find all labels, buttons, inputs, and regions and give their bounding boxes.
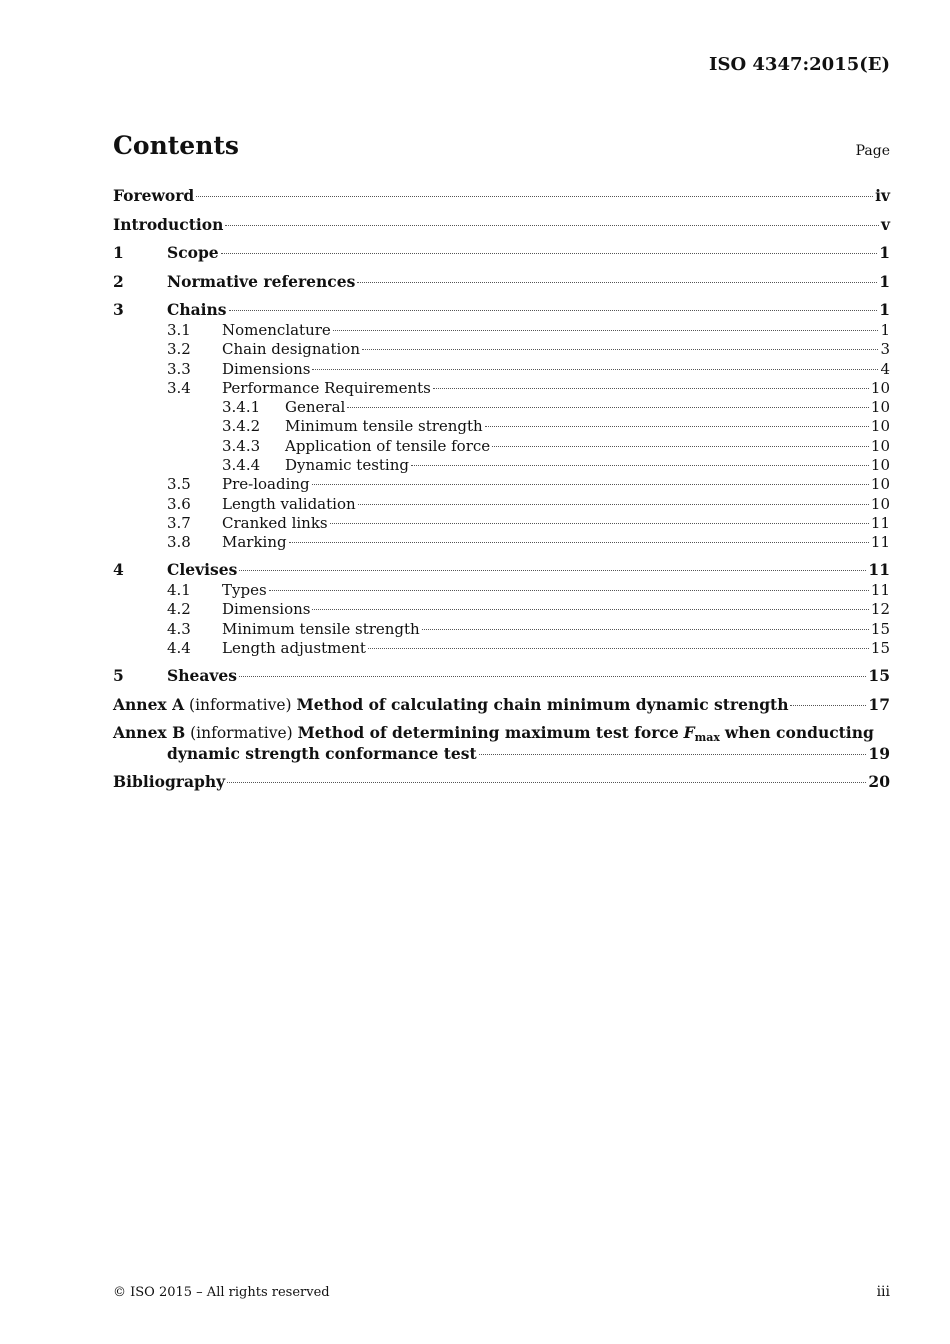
toc-entry-page: 11: [870, 513, 890, 532]
toc-entry[interactable]: [113, 398, 890, 417]
toc-entry-title: Foreword: [113, 186, 195, 205]
dot-leader: [229, 310, 878, 311]
toc-entry-number: 3.4: [167, 378, 191, 397]
toc-entry[interactable]: [113, 495, 890, 514]
toc-entry-title: Sheaves: [167, 665, 237, 685]
annex-a-type: (informative): [189, 695, 292, 714]
footer-page-number: iii: [876, 1284, 890, 1300]
toc-entry-page: 15: [870, 638, 890, 657]
toc-entry[interactable]: [113, 600, 890, 619]
toc-entry-number: 3.2: [167, 340, 191, 359]
toc-entry-number: 3.4.3: [222, 436, 261, 455]
toc-entry-page: 10: [870, 456, 890, 475]
toc-entry-title: Types: [222, 581, 267, 600]
toc-entry-page: 15: [870, 619, 890, 638]
toc-entry-page: 10: [870, 398, 890, 417]
toc-entry[interactable]: [113, 639, 890, 658]
toc-entry-page: 1: [879, 271, 890, 291]
toc-entry-page: 1: [879, 243, 890, 262]
toc-entry-number: 4.4: [167, 638, 191, 657]
toc-entry-page: iv: [875, 186, 890, 205]
toc-entry-title: Pre-loading: [222, 475, 310, 494]
toc-entry-title: Dynamic testing: [285, 456, 409, 475]
toc-entry-page: v: [880, 214, 890, 234]
annex-a-title: Method of calculating chain minimum dynamic strength: [296, 694, 789, 714]
toc-entry-number: 3.1: [167, 321, 191, 339]
toc-entry[interactable]: [113, 665, 890, 687]
dot-leader: [347, 407, 869, 408]
toc-entry-title: Dimensions: [222, 600, 311, 619]
toc-entry-title: Application of tensile force: [285, 436, 491, 455]
toc-entry-number: 3.5: [167, 475, 191, 494]
toc-entry-page: 10: [870, 436, 890, 455]
toc-entry-page: 10: [870, 417, 890, 436]
page-column-label: Page: [855, 143, 890, 159]
dot-leader: [411, 465, 869, 466]
dot-leader: [485, 426, 869, 427]
dot-leader: [269, 590, 869, 591]
toc-entry-title: Marking: [222, 533, 287, 552]
dot-leader: [368, 648, 869, 649]
toc-entry-title: Normative references: [167, 271, 356, 291]
toc-entry-title: Clevises: [167, 560, 238, 580]
toc-entry-title: Nomenclature: [222, 321, 331, 339]
toc-entry[interactable]: [113, 456, 890, 475]
toc-entry[interactable]: [113, 417, 890, 436]
toc-entry-title: Dimensions: [222, 359, 311, 378]
toc-entry-number: 2: [113, 271, 124, 291]
toc-annex-b[interactable]: [113, 722, 890, 764]
annex-b-type: (informative): [190, 723, 293, 742]
toc-entry[interactable]: [113, 533, 890, 552]
toc-entry[interactable]: [113, 581, 890, 600]
toc-entries: [113, 185, 890, 687]
toc-bibliography[interactable]: [113, 771, 890, 793]
dot-leader: [422, 629, 869, 630]
bibliography-page: 20: [868, 771, 890, 791]
toc-entry-page: 10: [870, 378, 890, 397]
doc-code: ISO 4347:2015(E): [709, 54, 890, 75]
toc-entry-page: 1: [880, 321, 890, 339]
toc-entry[interactable]: [113, 242, 890, 264]
annex-b-title-line2: dynamic strength conformance test: [167, 743, 477, 763]
toc-entry-number: 1: [113, 243, 124, 262]
toc-entry-number: 4.3: [167, 619, 191, 638]
toc-entry-number: 4: [113, 560, 124, 580]
annex-b-page: 19: [868, 743, 890, 763]
toc-entry[interactable]: [113, 360, 890, 379]
dot-leader: [479, 754, 867, 755]
toc-entry[interactable]: [113, 185, 890, 207]
toc-entry-title: Performance Requirements: [222, 378, 431, 397]
toc-entry-title: Length adjustment: [222, 638, 366, 657]
toc-entry-page: 15: [868, 665, 890, 685]
dot-leader: [433, 388, 869, 389]
dot-leader: [790, 705, 866, 706]
toc-entry-page: 1: [879, 300, 890, 319]
toc-entry-page: 11: [868, 560, 890, 580]
toc-entry-page: 11: [870, 533, 890, 552]
toc-entry[interactable]: [113, 620, 890, 639]
dot-leader: [312, 484, 869, 485]
toc-entry-page: 3: [880, 340, 890, 359]
annex-b-title-part2: when conducting: [724, 722, 874, 742]
toc-entry-number: 3.4.1: [222, 398, 261, 417]
toc-entry-title: Minimum tensile strength: [285, 417, 483, 436]
toc-entry[interactable]: [113, 214, 890, 236]
dot-leader: [239, 676, 866, 677]
dot-leader: [225, 225, 879, 226]
annex-b-symbol: F: [683, 722, 695, 742]
toc-entry-title: Chain designation: [222, 340, 361, 359]
dot-leader: [196, 196, 873, 197]
annex-b-symbol-sub: max: [694, 730, 720, 744]
toc-entry[interactable]: [113, 340, 890, 359]
toc-entry[interactable]: [113, 559, 890, 581]
dot-leader: [312, 609, 868, 610]
toc-entry-title: Cranked links: [222, 513, 328, 532]
table-of-contents: [113, 185, 890, 793]
toc-entry-title: Minimum tensile strength: [222, 619, 420, 638]
toc-entry-number: 3.6: [167, 494, 191, 513]
dot-leader: [221, 253, 878, 254]
toc-entry-number: 3.7: [167, 513, 191, 532]
toc-entry-number: 3.3: [167, 359, 191, 378]
toc-entry-page: 11: [870, 581, 890, 600]
toc-entry-title: Scope: [167, 243, 219, 262]
footer-copyright: © ISO 2015 – All rights reserved: [113, 1285, 330, 1300]
toc-entry-number: 4.1: [167, 581, 191, 600]
dot-leader: [333, 330, 879, 331]
dot-leader: [358, 504, 869, 505]
toc-entry[interactable]: [113, 321, 890, 340]
dot-leader: [239, 570, 866, 571]
toc-entry-title: Length validation: [222, 494, 356, 513]
toc-entry-page: 4: [880, 359, 890, 378]
dot-leader: [492, 446, 869, 447]
annex-a-page: 17: [868, 694, 890, 714]
toc-entry-page: 10: [870, 475, 890, 494]
dot-leader: [312, 369, 878, 370]
toc-entry-number: 4.2: [167, 600, 191, 619]
toc-entry-title: Chains: [167, 300, 227, 319]
toc-entry-title: Introduction: [113, 214, 224, 234]
toc-title: Contents: [113, 131, 240, 160]
toc-entry[interactable]: [113, 299, 890, 321]
toc-entry-number: 3: [113, 300, 124, 319]
toc-entry-title: General: [285, 398, 346, 417]
dot-leader: [357, 282, 877, 283]
toc-entry-number: 3.4.2: [222, 417, 261, 436]
toc-entry[interactable]: [113, 437, 890, 456]
dot-leader: [289, 542, 869, 543]
toc-entry-page: 10: [870, 494, 890, 513]
toc-entry[interactable]: [113, 514, 890, 533]
bibliography-title: Bibliography: [113, 771, 226, 791]
dot-leader: [362, 349, 878, 350]
toc-entry[interactable]: [113, 271, 890, 293]
toc-entry[interactable]: [113, 379, 890, 398]
toc-entry-number: 5: [113, 665, 124, 685]
annex-b-title-part1: Method of determining maximum test force: [297, 722, 679, 742]
annex-a-label: Annex A: [113, 694, 185, 714]
toc-entry-page: 12: [870, 600, 890, 619]
toc-entry[interactable]: [113, 475, 890, 494]
dot-leader: [227, 782, 866, 783]
toc-entry-number: 3.8: [167, 533, 191, 552]
toc-annex-a[interactable]: [113, 694, 890, 715]
annex-b-label: Annex B: [113, 722, 186, 742]
toc-entry-number: 3.4.4: [222, 456, 261, 475]
dot-leader: [330, 523, 869, 524]
